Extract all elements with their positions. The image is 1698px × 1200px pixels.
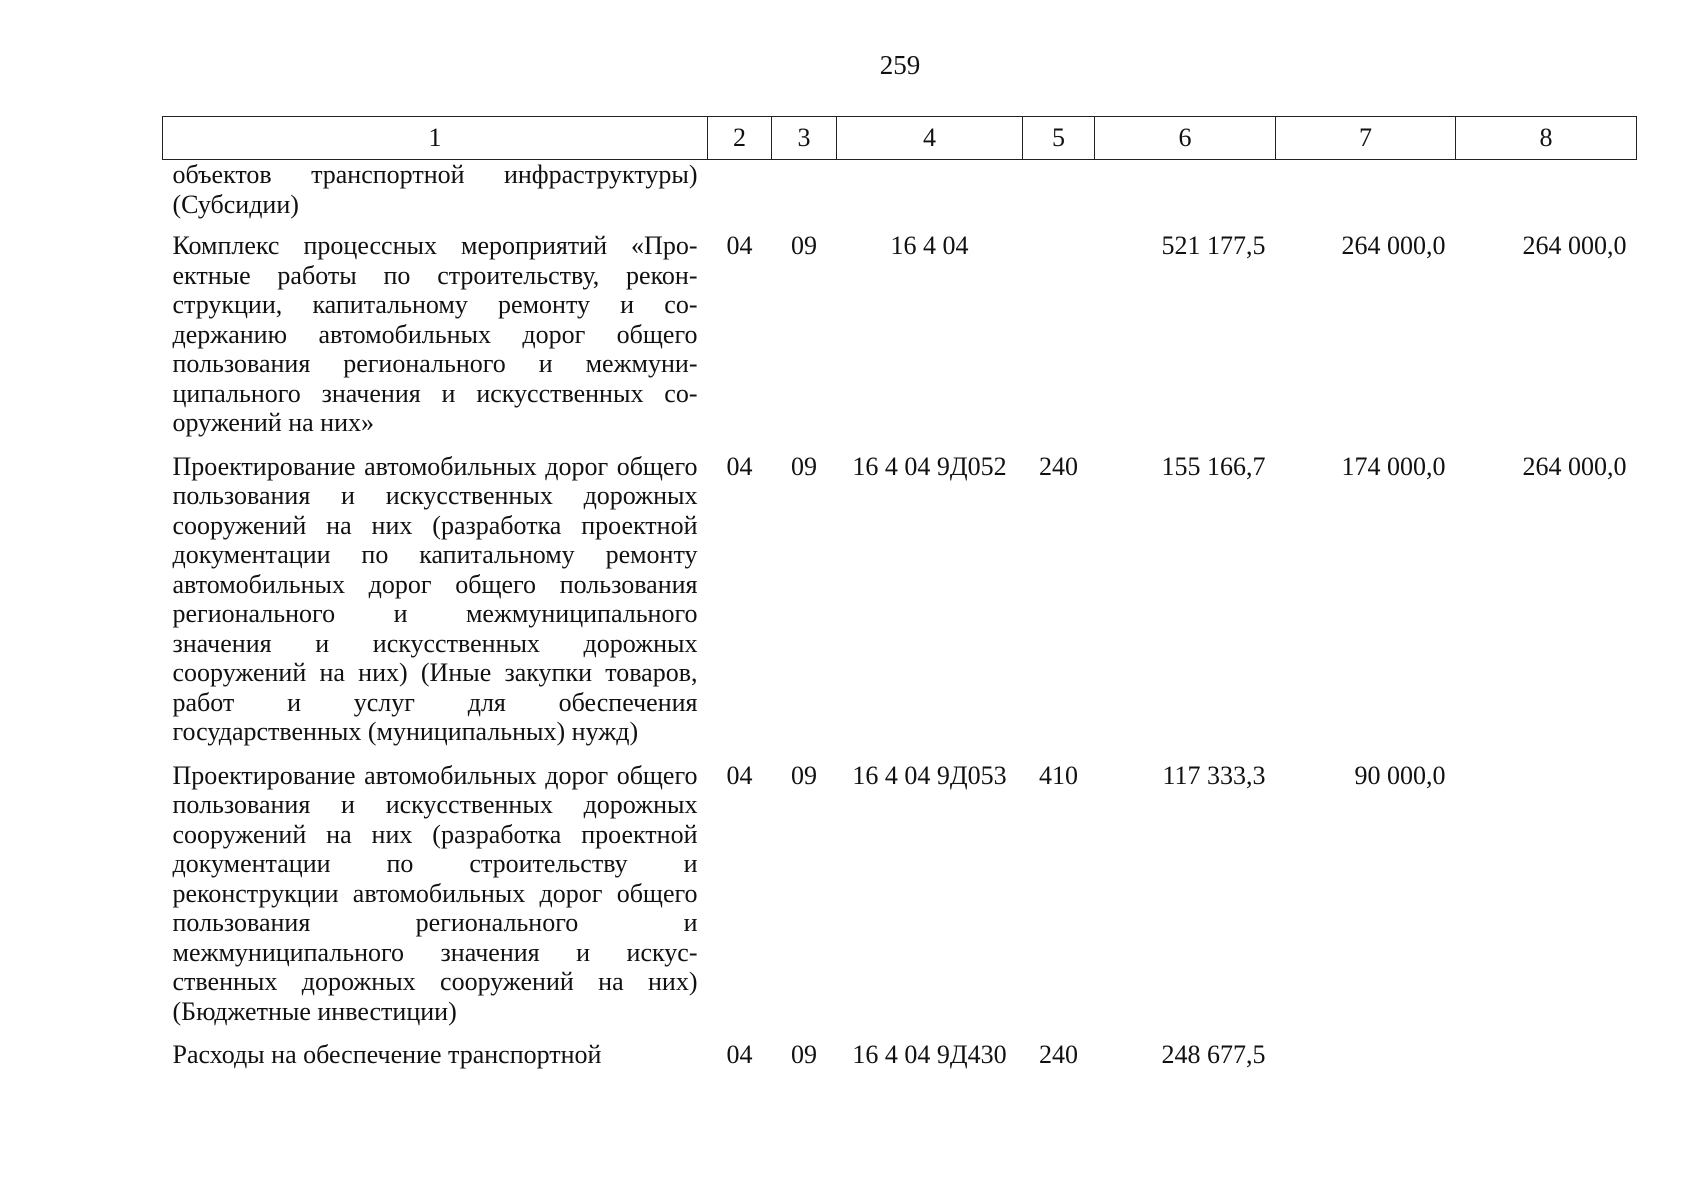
row-name: Расходы на обеспечение транспортной bbox=[172, 1040, 602, 1069]
row-section: 04 bbox=[726, 231, 753, 260]
row-expense-type: 240 bbox=[1039, 1040, 1078, 1069]
row-sum-2 bbox=[1276, 1036, 1456, 1080]
row-expense-type bbox=[1023, 227, 1095, 448]
row-expense-type: 410 bbox=[1039, 760, 1078, 790]
row-sum-3: 264 000,0 bbox=[1522, 451, 1627, 481]
row-section: 04 bbox=[726, 760, 753, 790]
row-sum-1: 521 177,5 bbox=[1161, 231, 1266, 260]
row-section bbox=[708, 160, 772, 228]
row-sum-1 bbox=[1095, 160, 1276, 228]
row-name: Комплекс процессных мероприятий «Проектные работы по строительству, реконструкции, капитальному ремонту и содержанию автомобильных дорог общего пользования регионального и межмуниципального значения и искусственных сооружений на них» bbox=[172, 231, 698, 437]
table-row bbox=[163, 227, 1637, 448]
header-row bbox=[163, 117, 1637, 160]
page-number: 259 bbox=[879, 50, 921, 80]
row-sum-1: 248 677,5 bbox=[1161, 1040, 1266, 1069]
row-sum-3 bbox=[1456, 757, 1637, 1037]
budget-table bbox=[162, 116, 1637, 1080]
row-sum-3 bbox=[1456, 1036, 1637, 1080]
row-name: объектов транспортной инфраструктуры) (Субсидии) bbox=[172, 160, 698, 219]
row-subsection bbox=[772, 160, 837, 228]
row-name: Проектирование автомобильных дорог общего пользования и искусственных дорожных сооружений на них (разработка проектной документации по капитальному ремонту автомобильных дорог общего пользования регионального и межмуниципального значения и искусственных дорожных сооружений на них) (Иные закупки товаров, работ и услуг для обеспечения государственных (муниципальных) нужд) bbox=[172, 451, 698, 746]
table-body bbox=[163, 160, 1637, 1080]
row-subsection: 09 bbox=[791, 451, 817, 481]
column-header: 6 bbox=[1095, 117, 1276, 160]
row-sum-1: 155 166,7 bbox=[1161, 451, 1266, 481]
table-row bbox=[163, 160, 1637, 228]
table-row bbox=[163, 448, 1637, 757]
table-header bbox=[163, 117, 1637, 160]
row-sum-3: 264 000,0 bbox=[1522, 231, 1627, 260]
row-section: 04 bbox=[726, 451, 753, 481]
column-header: 4 bbox=[837, 117, 1023, 160]
row-target: 16 4 04 bbox=[890, 231, 969, 260]
row-sum-1: 117 333,3 bbox=[1162, 760, 1266, 790]
row-expense-type: 240 bbox=[1039, 451, 1078, 481]
row-subsection: 09 bbox=[791, 760, 817, 790]
row-sum-3 bbox=[1456, 160, 1637, 228]
column-header: 2 bbox=[708, 117, 772, 160]
column-header: 1 bbox=[163, 117, 708, 160]
column-header: 5 bbox=[1023, 117, 1095, 160]
row-sum-2: 264 000,0 bbox=[1341, 231, 1446, 260]
row-target: 16 4 04 9Д052 bbox=[852, 451, 1007, 481]
row-sum-2: 174 000,0 bbox=[1341, 451, 1446, 481]
row-sum-2 bbox=[1276, 160, 1456, 228]
column-header: 8 bbox=[1456, 117, 1637, 160]
row-subsection: 09 bbox=[791, 231, 817, 260]
row-target bbox=[837, 160, 1023, 228]
row-target: 16 4 04 9Д053 bbox=[852, 760, 1007, 790]
table-row bbox=[163, 757, 1637, 1037]
row-subsection: 09 bbox=[791, 1040, 817, 1069]
row-section: 04 bbox=[726, 1040, 753, 1069]
column-header: 7 bbox=[1276, 117, 1456, 160]
row-target: 16 4 04 9Д430 bbox=[852, 1040, 1007, 1069]
table-row bbox=[163, 1036, 1637, 1080]
row-name: Проектирование автомобильных дорог общего пользования и искусственных дорожных сооружений на них (разработка проектной документации по строительству и реконструкции автомобильных дорог общего пользования регионального и межмуниципального значения и искусственных дорожных сооружений на них) (Бюджетные инвестиции) bbox=[172, 760, 698, 1026]
row-sum-2: 90 000,0 bbox=[1354, 760, 1446, 790]
row-expense-type bbox=[1023, 160, 1095, 228]
column-header: 3 bbox=[772, 117, 837, 160]
